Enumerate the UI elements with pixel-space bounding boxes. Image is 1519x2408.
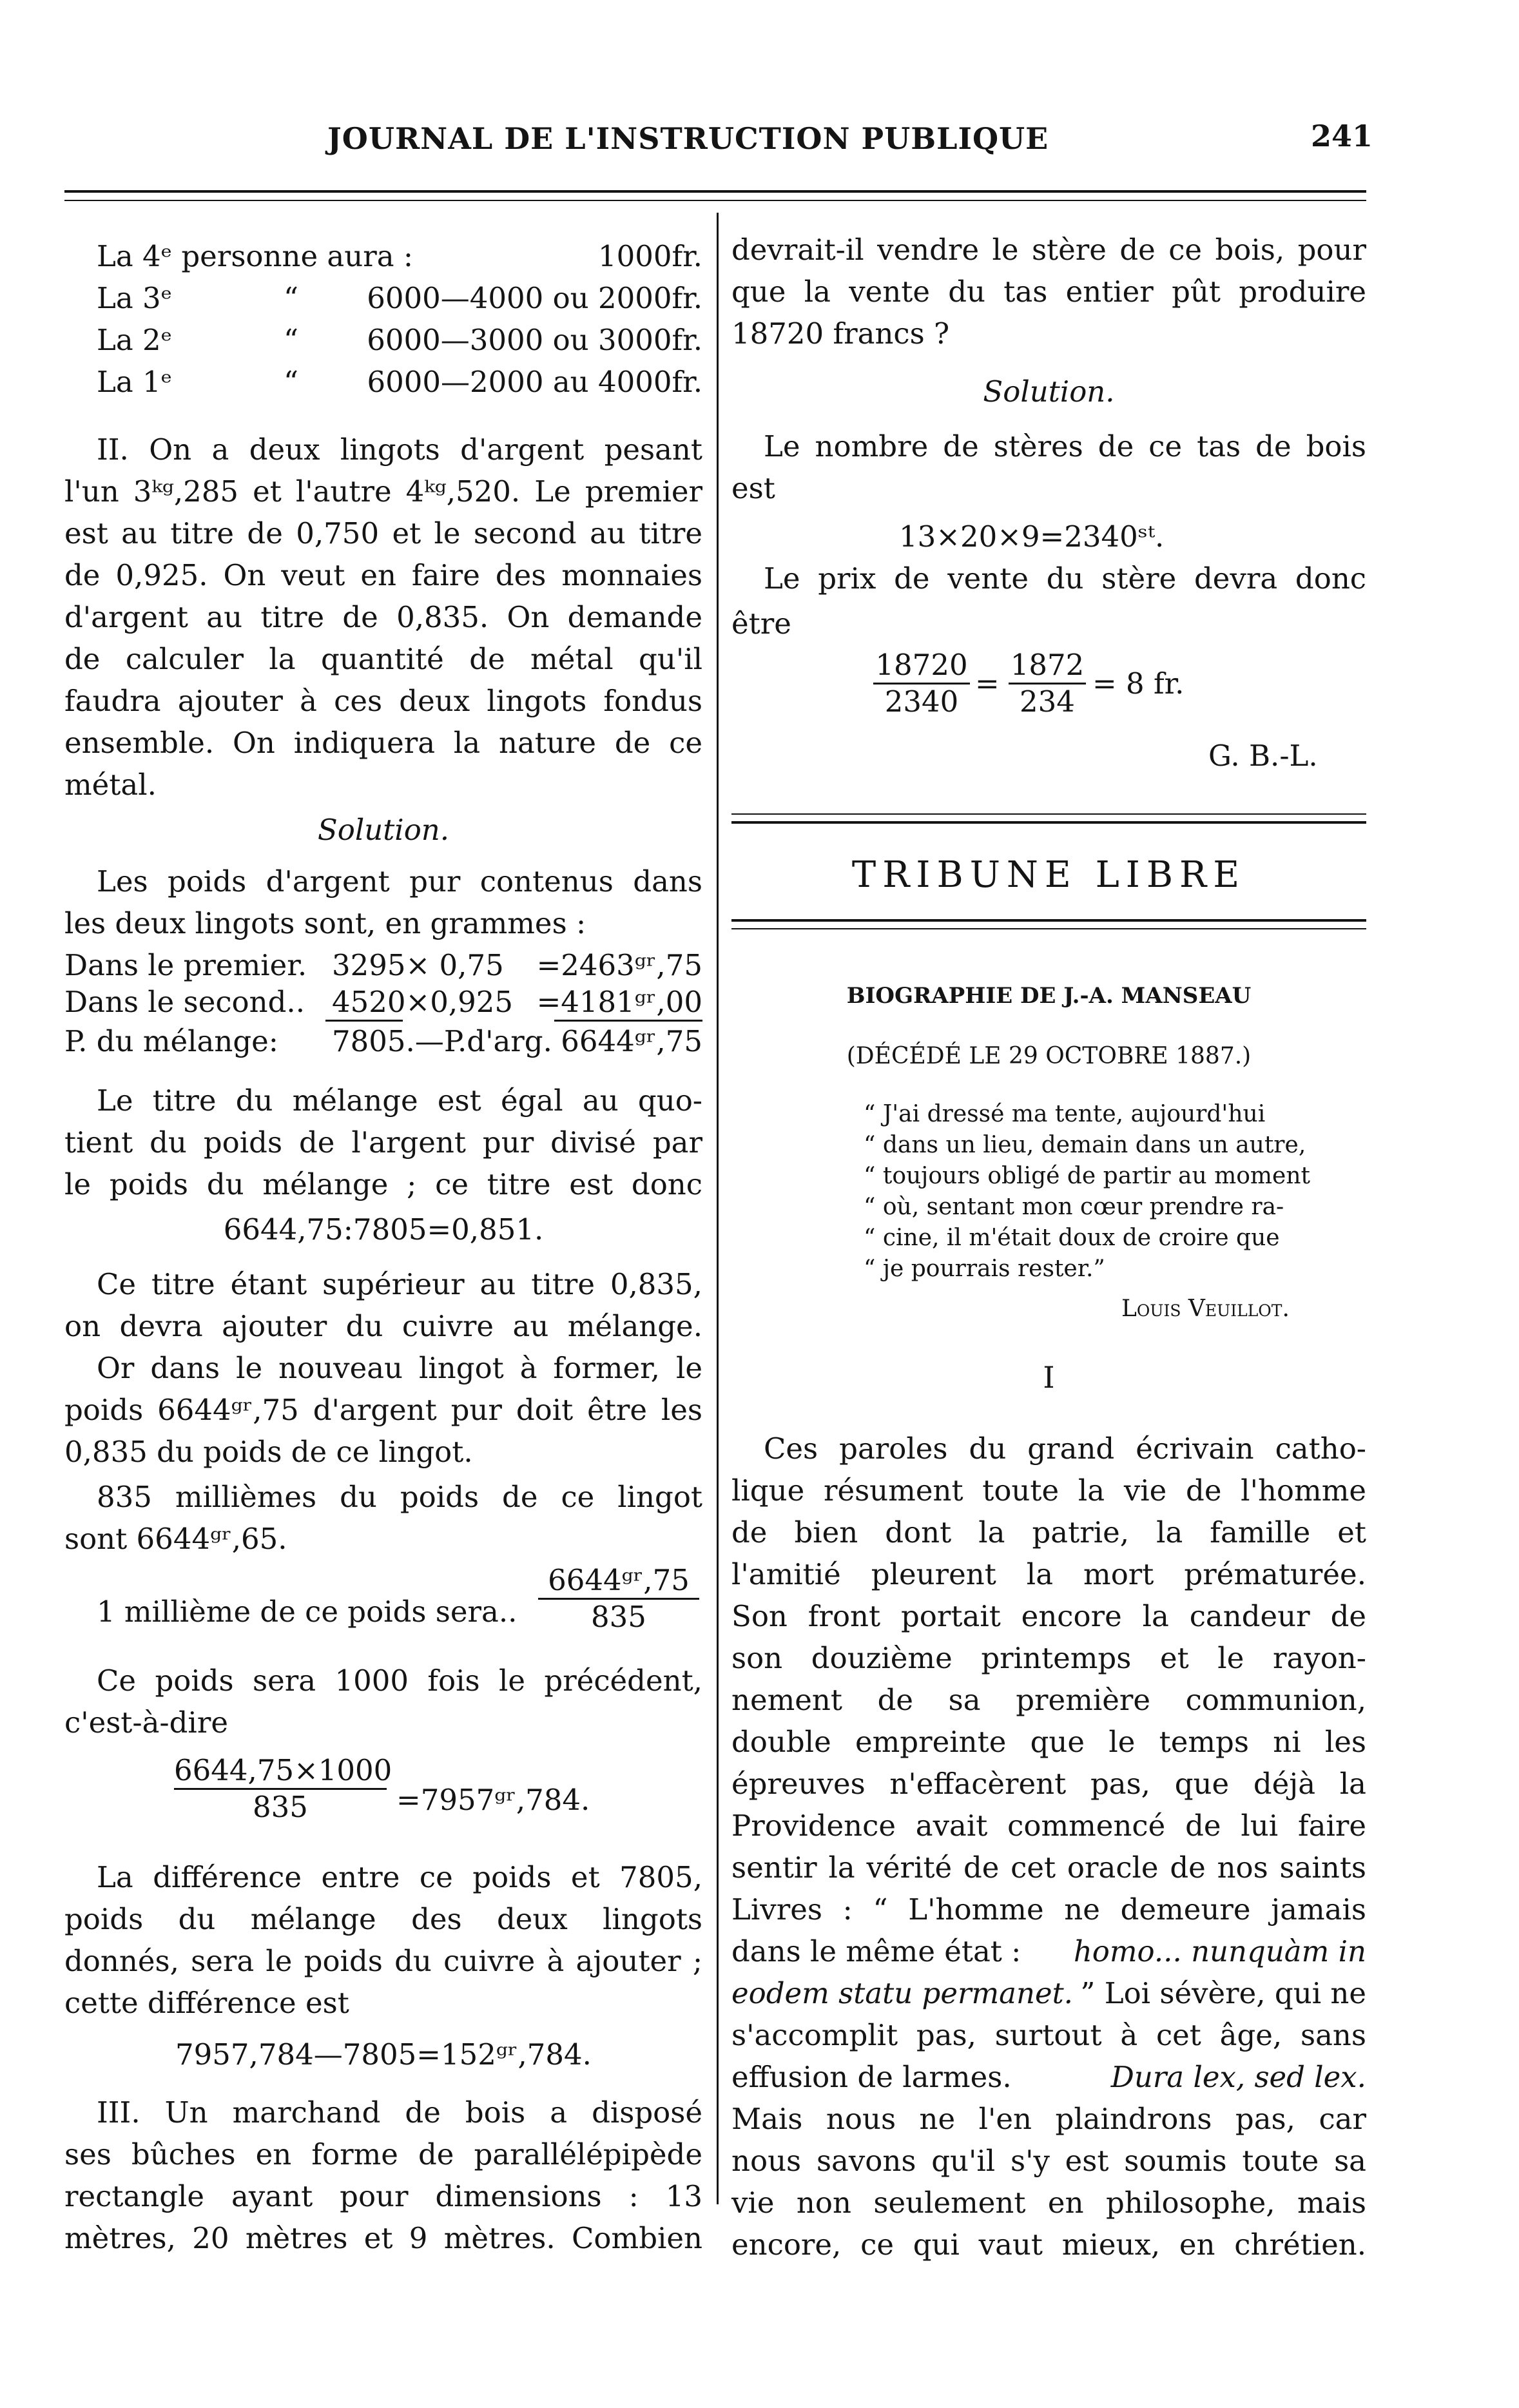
problem-line: II. On a deux lingots d'argent pesant: [97, 432, 702, 467]
problem3-line: III. Un marchand de bois a disposé: [97, 2095, 702, 2130]
problem3-line: ses bûches en forme de parallélépipède: [64, 2137, 702, 2171]
calc-label: Dans le premier.: [64, 948, 307, 982]
body-line: sentir la vérité de cet oracle de nos saints: [731, 1850, 1366, 1885]
body-line: Son front portait encore la candeur de: [731, 1599, 1366, 1633]
header-rule-bottom: [64, 200, 1366, 201]
calc-row: [64, 981, 702, 1023]
fraction-denominator: 2340: [884, 685, 959, 719]
weight-fraction: [174, 1753, 392, 1825]
problem3-line: rectangle ayant pour dimensions : 13: [64, 2179, 702, 2213]
quote-line: “ J'ai dressé ma tente, aujourd'hui: [864, 1101, 1266, 1127]
continuation-line: que la vente du tas entier pût produire: [731, 275, 1366, 309]
header-rule-top: [64, 190, 1366, 193]
share-row: [97, 361, 702, 403]
fraction-denominator: 835: [591, 1600, 646, 1634]
share-value: 1000fr.: [597, 239, 702, 273]
solution-label: Solution.: [317, 813, 450, 847]
latin-quote: homo... nunquàm in: [1073, 1934, 1366, 1968]
fraction-denominator: 835: [253, 1790, 308, 1824]
quote-line: “ je pourrais rester.”: [864, 1256, 1105, 1282]
diff-line: donnés, sera le poids du cuivre à ajouter ;: [64, 1944, 702, 1978]
body-line: Ces paroles du grand écrivain catho-: [764, 1432, 1366, 1466]
cuivre-line: 0,835 du poids de ce lingot.: [64, 1435, 473, 1469]
calc-label: P. du mélange:: [64, 1024, 278, 1058]
calc-label: Dans le second..: [64, 985, 305, 1019]
body-line: lique résument toute la vie de l'homme: [731, 1473, 1366, 1508]
section-rule: [731, 821, 1366, 824]
problem-line: de 0,925. On veut en faire des monnaies: [64, 558, 702, 592]
share-row: [97, 277, 702, 319]
body-line: Providence avait commencé de lui faire: [731, 1809, 1366, 1843]
quote-line: “ cine, il m'était doux de croire que: [864, 1225, 1280, 1251]
ditto-mark: “: [284, 323, 299, 357]
body-line: nous savons qu'il s'y est soumis toute sa: [731, 2144, 1366, 2178]
body-line-latin: [731, 1972, 1366, 2014]
biography-date: (DÉCÉDÉ LE 29 OCTOBRE 1887.): [846, 1043, 1252, 1069]
problem-line: l'un 3ᵏᵍ,285 et l'autre 4ᵏᵍ,520. Le premier: [64, 474, 702, 509]
body-line: encore, ce qui vaut mieux, en chrétien.: [731, 2228, 1366, 2262]
problem3-line: mètres, 20 mètres et 9 mètres. Combien: [64, 2221, 702, 2255]
share-label: La 3ᵉ: [97, 281, 173, 315]
body-line: l'amitié pleurent la mort prématurée.: [731, 1557, 1366, 1591]
tribune-heading: TRIBUNE LIBRE: [851, 854, 1246, 896]
latin-maxim: Dura lex, sed lex.: [1110, 2060, 1366, 2094]
section-numeral: I: [1043, 1360, 1055, 1395]
share-label: La 4ᵉ personne aura :: [97, 239, 414, 273]
diff-line: poids du mélange des deux lingots: [64, 1902, 702, 1936]
problem-line: faudra ajouter à ces deux lingots fondus: [64, 684, 702, 718]
problem-line: ensemble. On indiquera la nature de ce: [64, 726, 702, 760]
calc-row: [64, 1020, 702, 1062]
body-line: s'accomplit pas, surtout à cet âge, sans: [731, 2018, 1366, 2052]
millieme-text: 1 millième de ce poids sera..: [97, 1595, 518, 1629]
price-fraction-2: [1009, 648, 1086, 719]
ce-poids-line: Ce poids sera 1000 fois le précédent,: [97, 1664, 702, 1698]
share-label: La 1ᵉ: [97, 365, 173, 399]
body-text: ” Loi sévère, qui ne: [1080, 1976, 1366, 2010]
ce-poids-line: c'est-à-dire: [64, 1705, 228, 1740]
titre-line: Le titre du mélange est égal au quo-: [97, 1083, 702, 1118]
body-line: Mais nous ne l'en plaindrons pas, car: [731, 2102, 1366, 2136]
section-rule: [731, 919, 1366, 922]
problem-line: métal.: [64, 768, 157, 802]
share-row: [97, 235, 702, 277]
volume-equation: 13×20×9=2340ˢᵗ.: [899, 519, 1165, 554]
diff-line: cette différence est: [64, 1986, 349, 2020]
latin-quote: eodem statu permanet.: [731, 1976, 1073, 2010]
millieme-fraction: [538, 1563, 699, 1635]
titre-line: tient du poids de l'argent pur divisé par: [64, 1125, 702, 1160]
ditto-mark: “: [284, 281, 299, 315]
ditto-mark: “: [284, 365, 299, 399]
cuivre-line: Or dans le nouveau lingot à former, le: [97, 1351, 702, 1385]
solution-line: les deux lingots sont, en grammes :: [64, 906, 586, 940]
calc-expr: 7805.—P.d'arg.: [332, 1024, 552, 1058]
body-line: de bien dont la patrie, la famille et: [731, 1515, 1366, 1549]
calc-expr: 3295× 0,75: [332, 948, 504, 982]
fraction-numerator: 18720: [875, 648, 968, 682]
weight-result: =7957ᵍʳ,784.: [396, 1783, 590, 1817]
quote-line: “ où, sentant mon cœur prendre ra-: [864, 1194, 1284, 1220]
body-line: Livres : “ L'homme ne demeure jamais: [731, 1892, 1366, 1927]
body-line-dura: [731, 2056, 1366, 2098]
price-line: être: [731, 607, 791, 641]
body-line: nement de sa première communion,: [731, 1683, 1366, 1717]
journal-title: JOURNAL DE L'INSTRUCTION PUBLIQUE: [327, 121, 1049, 156]
biography-title: BIOGRAPHIE DE J.-A. MANSEAU: [846, 983, 1252, 1009]
share-label: La 2ᵉ: [97, 323, 173, 357]
cuivre-line: on devra ajouter du cuivre au mélange.: [64, 1309, 702, 1343]
page-number: 241: [1311, 119, 1373, 153]
body-text: effusion de larmes.: [731, 2060, 1012, 2094]
quote-author: Louis Veuillot.: [1121, 1296, 1290, 1322]
price-line: Le prix de vente du stère devra donc: [764, 561, 1366, 596]
column-divider: [717, 213, 719, 2204]
share-value: 6000—2000 au 4000fr.: [367, 365, 702, 399]
calc-result: 6644ᵍʳ,75: [561, 1024, 702, 1058]
body-line: son douzième printemps et le rayon-: [731, 1641, 1366, 1675]
share-row: [97, 319, 702, 361]
solution-line: Les poids d'argent pur contenus dans: [97, 864, 702, 898]
signature: G. B.-L.: [1208, 739, 1318, 773]
body-line: double empreinte que le temps ni les: [731, 1725, 1366, 1759]
volume-line: Le nombre de stères de ce tas de bois: [764, 429, 1366, 463]
problem-line: est au titre de 0,750 et le second au titre: [64, 516, 702, 550]
problem-line: d'argent au titre de 0,835. On demande: [64, 600, 702, 634]
volume-line: est: [731, 471, 775, 505]
share-value: 6000—4000 ou 2000fr.: [367, 281, 702, 315]
diff-equation: 7957,784—7805=152ᵍʳ,784.: [175, 2037, 592, 2072]
fraction-numerator: 6644ᵍʳ,75: [548, 1563, 690, 1597]
section-rule: [731, 813, 1366, 815]
body-text: dans le même état :: [731, 1934, 1021, 1968]
fraction-numerator: 6644,75×1000: [174, 1753, 392, 1787]
solution-label: Solution.: [983, 374, 1115, 409]
quote-line: “ toujours obligé de partir au moment: [864, 1163, 1310, 1189]
continuation-line: 18720 francs ?: [731, 316, 950, 351]
quote-line: “ dans un lieu, demain dans un autre,: [864, 1132, 1306, 1158]
body-line-latin: [731, 1930, 1366, 1972]
price-result: = 8 fr.: [1092, 666, 1185, 701]
body-line: vie non seulement en philosophe, mais: [731, 2186, 1366, 2220]
titre-line: le poids du mélange ; ce titre est donc: [64, 1167, 702, 1201]
calc-result: =4181ᵍʳ,00: [536, 985, 702, 1019]
equals-sign: =: [975, 666, 1000, 701]
problem-line: de calculer la quantité de métal qu'il: [64, 642, 702, 676]
cuivre-line: sont 6644ᵍʳ,65.: [64, 1522, 287, 1556]
share-value: 6000—3000 ou 3000fr.: [367, 323, 702, 357]
fraction-numerator: 1872: [1010, 648, 1085, 682]
cuivre-line: poids 6644ᵍʳ,75 d'argent pur doit être les: [64, 1393, 702, 1427]
calc-expr: 4520×0,925: [332, 985, 514, 1019]
price-fraction-1: [873, 648, 970, 719]
titre-equation: 6644,75:7805=0,851.: [223, 1212, 544, 1247]
fraction-denominator: 234: [1020, 685, 1075, 719]
cuivre-line: Ce titre étant supérieur au titre 0,835,: [97, 1267, 702, 1301]
diff-line: La différence entre ce poids et 7805,: [97, 1860, 702, 1894]
calc-row: [64, 944, 702, 986]
cuivre-line: 835 millièmes du poids de ce lingot: [97, 1480, 702, 1514]
body-line: épreuves n'effacèrent pas, que déjà la: [731, 1767, 1366, 1801]
calc-result: =2463ᵍʳ,75: [536, 948, 702, 982]
section-rule: [731, 928, 1366, 929]
continuation-line: devrait-il vendre le stère de ce bois, pour: [731, 233, 1366, 267]
